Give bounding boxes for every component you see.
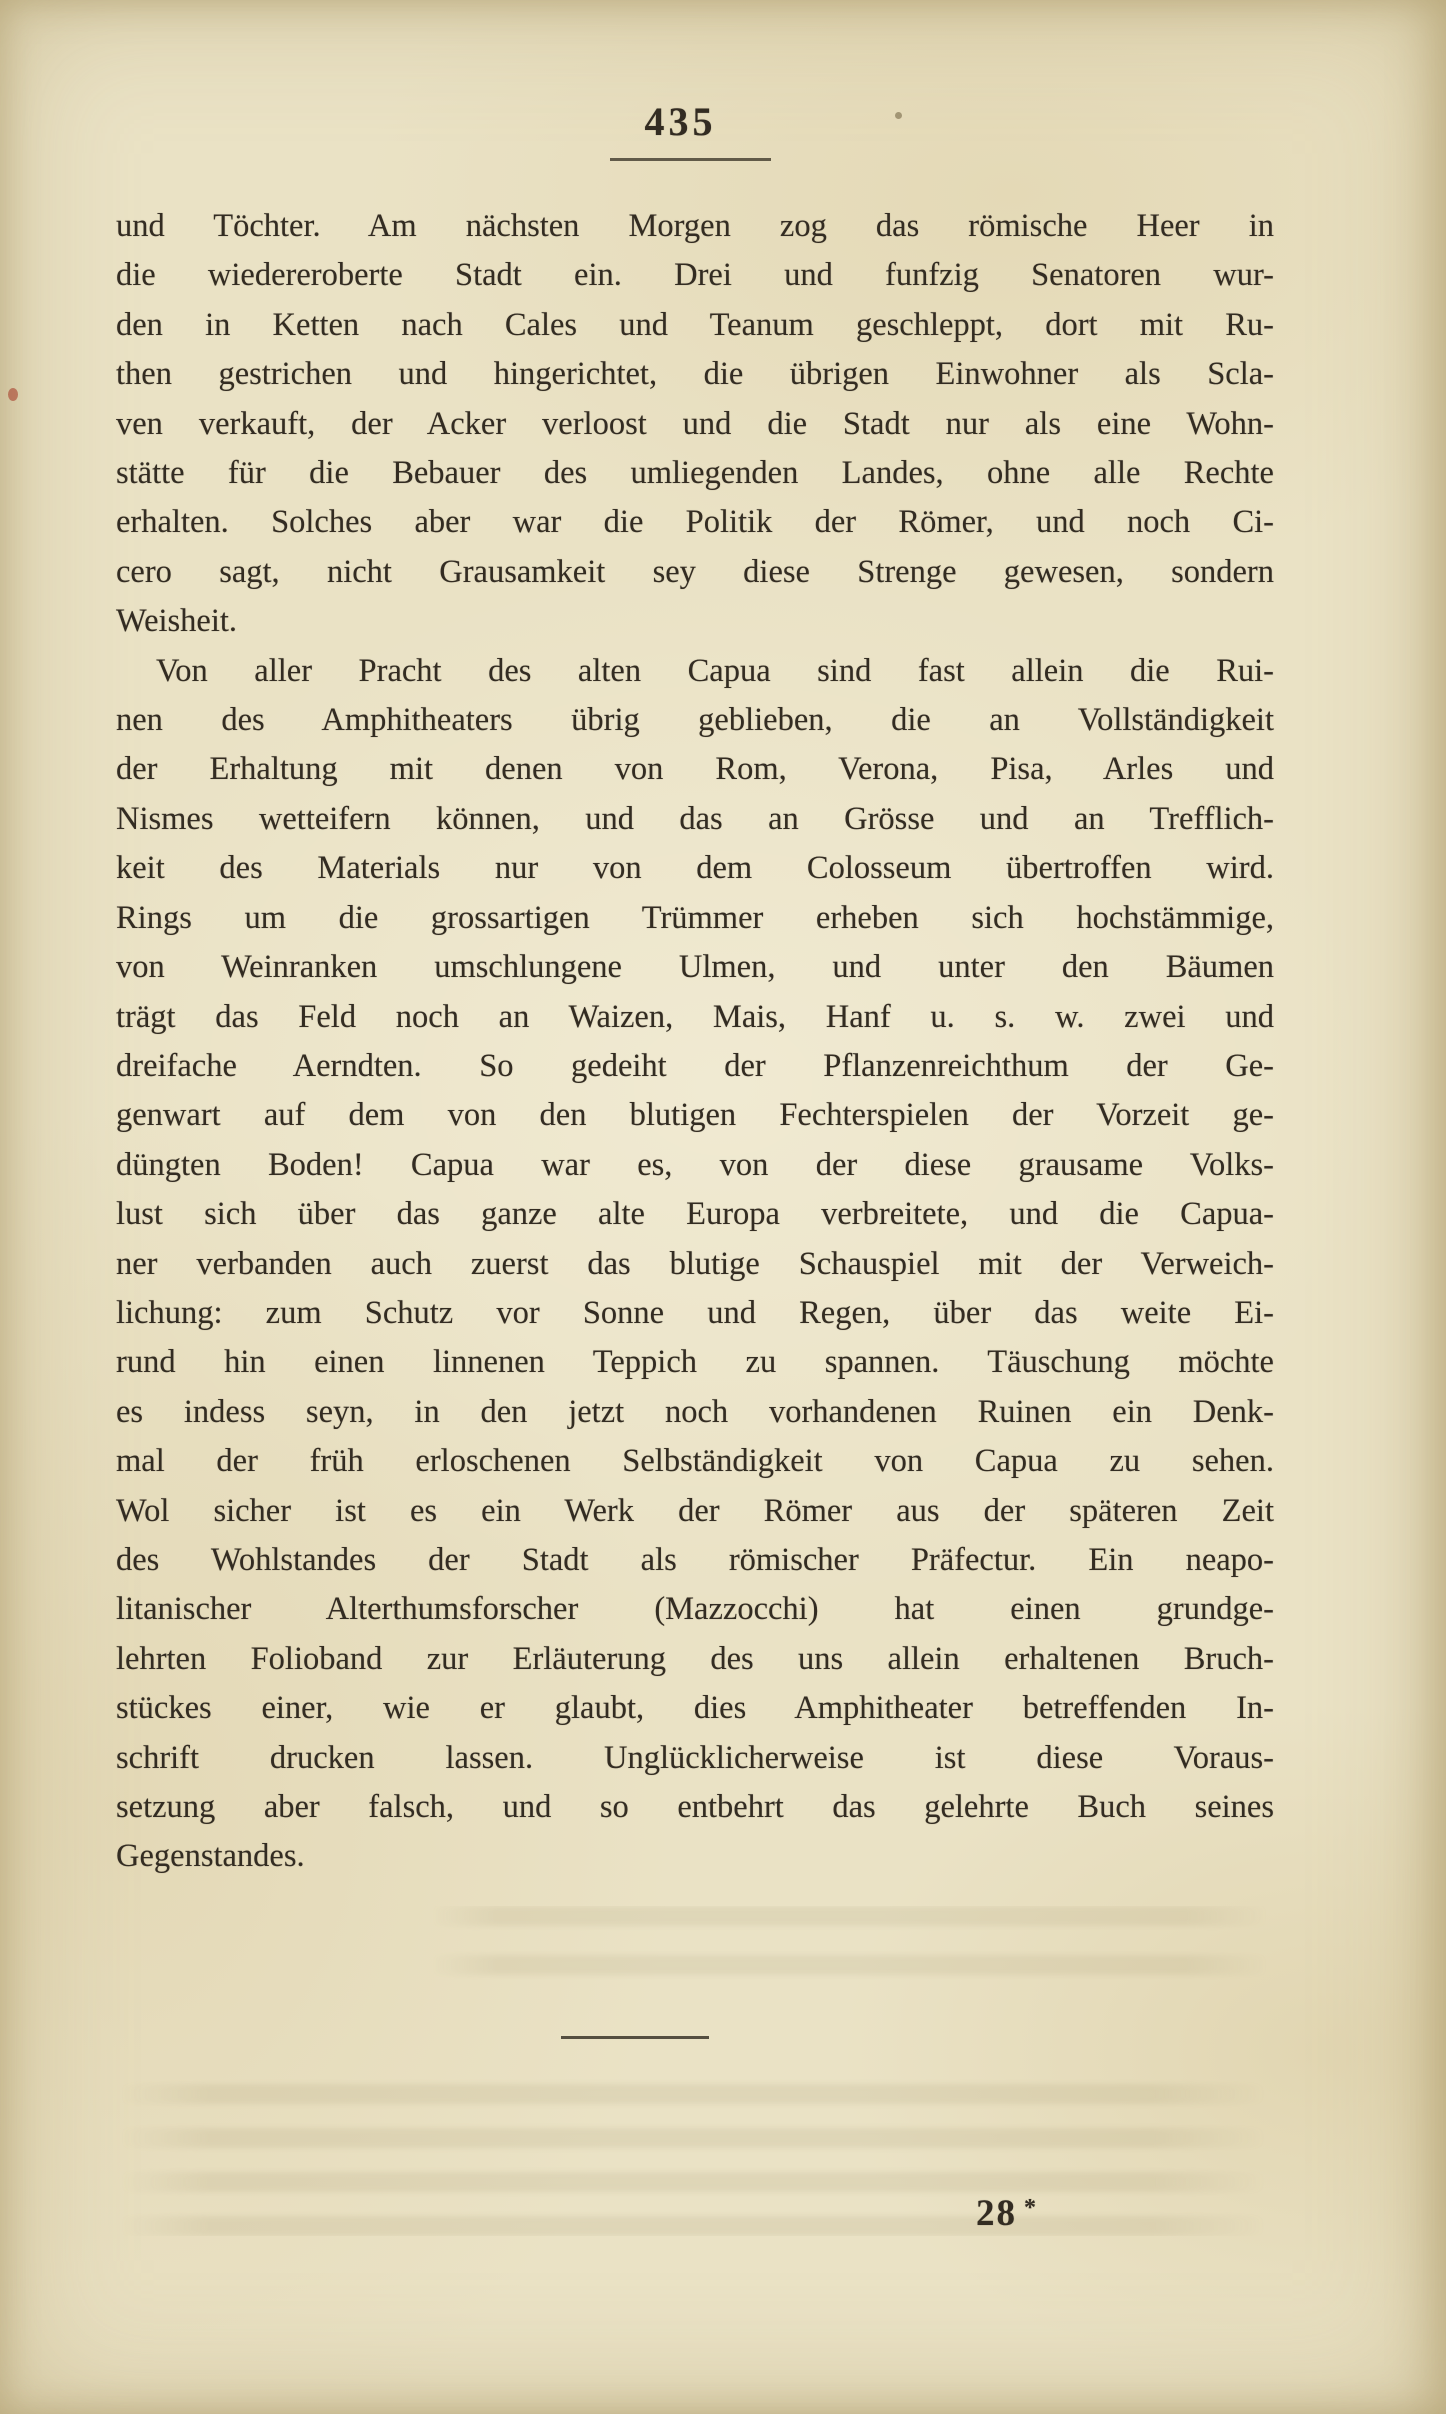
text-line: Rings um die grossartigen Trümmer erheben sich hochstämmige, [116,899,1274,936]
text-block [116,202,1274,1882]
text-line: litanischer Alterthumsforscher (Mazzocchi) hat einen grundge- [116,1591,1274,1628]
text-line: keit des Materials nur von dem Colosseum übertroffen wird. [116,850,1274,887]
text-line: genwart auf dem von den blutigen Fechterspielen der Vorzeit ge- [116,1097,1274,1134]
text-line: ner verbanden auch zuerst das blutige Schauspiel mit der Verweich- [116,1245,1274,1282]
paragraph [116,647,1274,1882]
text-line: und Töchter. Am nächsten Morgen zog das römische Heer in [116,208,1274,244]
text-line: schrift drucken lassen. Unglücklicherweise ist diese Voraus- [116,1739,1274,1776]
text-line: lehrten Folioband zur Erläuterung des uns allein erhaltenen Bruch- [116,1640,1274,1677]
text-line: nen des Amphitheaters übrig geblieben, die an Vollständigkeit [116,702,1274,739]
text-line: erhalten. Solches aber war die Politik der Römer, und noch Ci- [116,504,1274,541]
text-line: der Erhaltung mit denen von Rom, Verona, Pisa, Arles und [116,751,1274,788]
section-divider-rule [561,2036,709,2039]
bleedthrough-text [118,2078,1268,2236]
text-line: Wol sicher ist es ein Werk der Römer aus der späteren Zeit [116,1492,1274,1529]
text-line: stückes einer, wie er glaubt, dies Amphitheater betreffenden In- [116,1690,1274,1727]
text-line: Von aller Pracht des alten Capua sind fast allein die Rui- [156,652,1274,689]
page-number: 435 [610,98,771,161]
text-line: Nismes wetteifern können, und das an Grösse und an Trefflich- [116,800,1274,837]
page-header [116,98,1274,161]
text-line: die wiedereroberte Stadt ein. Drei und funfzig Senatoren wur- [116,257,1274,294]
text-line: trägt das Feld noch an Waizen, Mais, Hanf u. s. w. zwei und [116,998,1274,1035]
text-line: des Wohlstandes der Stadt als römischer Präfectur. Ein neapo- [116,1541,1274,1578]
paper-speck [895,112,902,119]
text-line: ven verkauft, der Acker verloost und die Stadt nur als eine Wohn- [116,405,1274,442]
text-line: stätte für die Bebauer des umliegenden Landes, ohne alle Rechte [116,455,1274,492]
text-line: lust sich über das ganze alte Europa verbreitete, und die Capua- [116,1196,1274,1233]
text-line: rund hin einen linnenen Teppich zu spannen. Täuschung möchte [116,1344,1274,1381]
text-line: dreifache Aerndten. So gedeiht der Pflanzenreichthum der Ge- [116,1047,1274,1084]
text-line: von Weinranken umschlungene Ulmen, und unter den Bäumen [116,949,1274,986]
text-line: es indess seyn, in den jetzt noch vorhandenen Ruinen ein Denk- [116,1393,1274,1430]
text-line: cero sagt, nicht Grausamkeit sey diese Strenge gewesen, sondern [116,553,1274,590]
text-line: düngten Boden! Capua war es, von der diese grausame Volks- [116,1146,1274,1183]
signature-asterisk: * [1024,2195,1038,2221]
text-line: then gestrichen und hingerichtet, die übrigen Einwohner als Scla- [116,356,1274,393]
text-line: setzung aber falsch, und so entbehrt das gelehrte Buch seines [116,1789,1274,1825]
text-line: mal der früh erloschenen Selbständigkeit von Capua zu sehen. [116,1443,1274,1480]
signature-mark [976,2192,1038,2235]
paper-speck [8,388,18,401]
paragraph [116,202,1274,647]
text-line: Weisheit. [116,603,238,640]
signature-number: 28 [976,2193,1017,2234]
text-line: lichung: zum Schutz vor Sonne und Regen, über das weite Ei- [116,1294,1274,1331]
text-line: Gegenstandes. [116,1838,305,1875]
text-line: den in Ketten nach Cales und Teanum geschleppt, dort mit Ru- [116,306,1274,343]
bleedthrough-text [430,1906,1270,1998]
